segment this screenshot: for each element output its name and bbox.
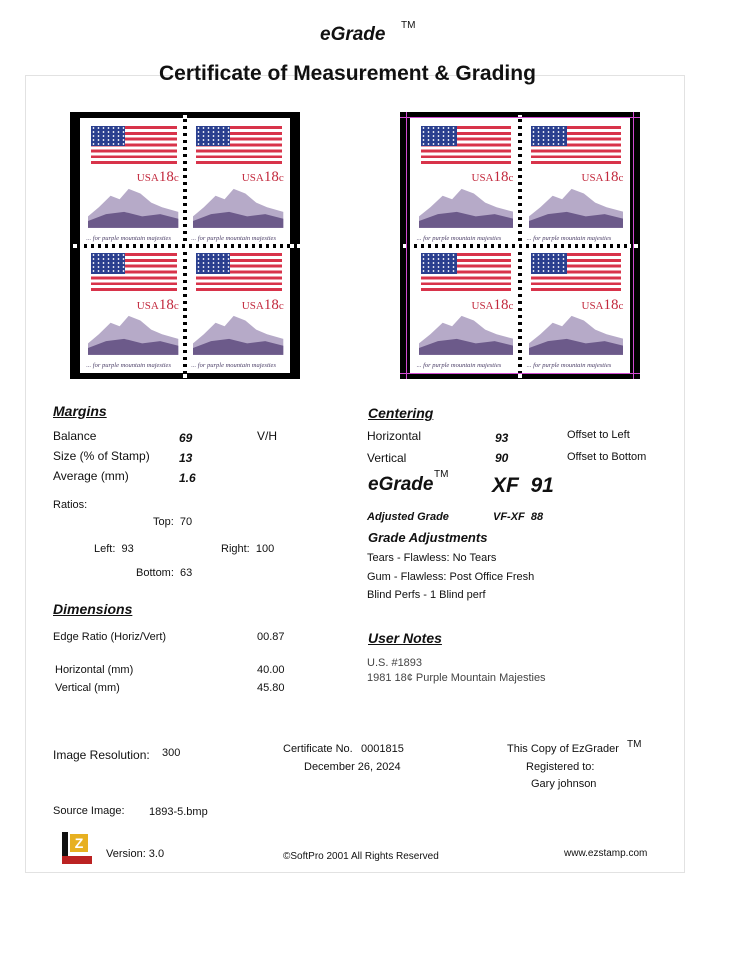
denomination-value: 18: [158, 296, 174, 313]
ratio-left: [94, 543, 134, 555]
stamp: [520, 118, 630, 246]
mountain-art: [193, 309, 283, 355]
balance-label: Balance: [53, 429, 97, 443]
dimensions-heading: Dimensions: [53, 601, 133, 617]
measured-stamp-image: [400, 112, 640, 379]
user-note-line: U.S. #1893: [367, 657, 423, 669]
mountain-art: [529, 182, 624, 228]
denomination-value: 18: [603, 296, 619, 313]
flag-art: [531, 126, 621, 164]
user-notes-heading: User Notes: [368, 630, 442, 646]
flag-canton: [421, 253, 457, 274]
flag-art: [421, 253, 511, 291]
measurement-guide-line: [406, 112, 407, 379]
perforation-horizontal: [400, 244, 640, 248]
registered-name: Gary johnson: [531, 778, 597, 790]
copyright: ©SoftPro 2001 All Rights Reserved: [283, 851, 439, 862]
centering-vertical-note: Offset to Bottom: [567, 451, 647, 463]
version: Version: 3.0: [106, 848, 165, 860]
denomination-value: 18: [158, 169, 174, 185]
denomination-cent: c: [508, 172, 514, 184]
stamp-caption: ... for purple mountain majesties: [526, 362, 612, 370]
flag-canton: [196, 253, 230, 274]
mountain-art: [88, 309, 178, 355]
source-image-label: Source Image:: [53, 805, 125, 817]
denomination-value: 18: [603, 169, 619, 185]
egrade-value: XF 91: [492, 474, 554, 497]
stamp-caption: ... for purple mountain majesties: [526, 234, 612, 242]
ratios-label: Ratios:: [53, 499, 88, 511]
adjusted-grade-value: VF-XF 88: [493, 511, 544, 523]
stamp: [185, 246, 290, 374]
ratio-top-value: 70: [179, 516, 193, 528]
edge-ratio-value: 00.87: [257, 631, 285, 643]
denomination-cent: c: [173, 299, 179, 312]
margins-heading: Margins: [53, 403, 107, 419]
adjustment-item: Blind Perfs - 1 Blind perf: [367, 589, 486, 601]
stamp: [80, 118, 185, 246]
stamp-caption: ... for purple mountain majesties: [86, 362, 171, 370]
brand-title: eGrade: [320, 24, 386, 45]
ratio-right-label: Right:: [221, 543, 250, 555]
perforation-horizontal: [70, 244, 300, 248]
stamp: [185, 118, 290, 246]
denomination-cent: c: [618, 172, 624, 184]
stamp-caption: ... for purple mountain majesties: [191, 362, 276, 370]
ratio-right-value: 100: [255, 543, 275, 555]
denomination-prefix: USA: [241, 172, 264, 184]
flag-canton: [531, 253, 567, 274]
edge-ratio-label: Edge Ratio (Horiz/Vert): [53, 631, 167, 643]
centering-horizontal-note: Offset to Left: [567, 429, 630, 441]
certificate-date: December 26, 2024: [304, 761, 401, 773]
copy-trademark: TM: [627, 739, 642, 750]
website-link[interactable]: www.ezstamp.com: [564, 848, 648, 859]
vertical-mm-label: Vertical (mm): [55, 682, 120, 694]
ezgrader-logo: Z: [62, 832, 92, 864]
stamp-caption: ... for purple mountain majesties: [416, 234, 502, 242]
source-image-value: 1893-5.bmp: [149, 806, 208, 818]
average-value: 1.6: [179, 471, 196, 485]
stamp-caption: ... for purple mountain majesties: [86, 234, 171, 242]
stamp: [520, 246, 630, 374]
flag-art: [91, 126, 177, 164]
ratio-right: [221, 543, 274, 555]
trademark: TM: [401, 20, 416, 31]
denomination-cent: c: [618, 299, 624, 312]
user-note-line: 1981 18¢ Purple Mountain Majesties: [367, 672, 546, 684]
flag-art: [421, 126, 511, 164]
flag-art: [91, 253, 177, 291]
denomination-value: 18: [263, 296, 279, 313]
egrade-trademark: TM: [434, 469, 449, 480]
horizontal-mm-label: Horizontal (mm): [55, 664, 134, 676]
flag-art: [196, 253, 282, 291]
centering-horizontal-label: Horizontal: [367, 429, 422, 443]
resolution-label: Image Resolution:: [53, 748, 150, 762]
flag-canton: [421, 126, 457, 147]
denomination-prefix: USA: [581, 299, 604, 312]
egrade-label: eGrade: [368, 474, 434, 495]
denomination-prefix: USA: [471, 172, 494, 184]
source-stamp-image: [70, 112, 300, 379]
adjusted-grade-label: Adjusted Grade: [367, 511, 449, 523]
flag-art: [531, 253, 621, 291]
measurement-guide-line: [400, 117, 640, 118]
flag-canton: [531, 126, 567, 147]
measurement-guide-line: [400, 373, 640, 374]
denomination-value: 18: [263, 169, 279, 185]
denomination-cent: c: [508, 299, 514, 312]
copy-label: This Copy of EzGrader: [507, 743, 619, 755]
denomination-prefix: USA: [241, 299, 264, 312]
denomination-prefix: USA: [136, 172, 159, 184]
centering-heading: Centering: [368, 405, 434, 421]
certificate-label: Certificate No.: [283, 743, 353, 755]
certificate-number: 0001815: [361, 743, 404, 755]
denomination-value: 18: [493, 169, 509, 185]
flag-canton: [91, 126, 125, 147]
average-label: Average (mm): [53, 469, 129, 483]
stamp-caption: ... for purple mountain majesties: [416, 362, 502, 370]
stamp: [80, 246, 185, 374]
centering-horizontal-value: 93: [495, 431, 509, 445]
centering-vertical-label: Vertical: [367, 451, 407, 465]
ratio-left-value: 93: [121, 543, 134, 555]
denomination-value: 18: [493, 296, 509, 313]
balance-value: 69: [179, 431, 193, 445]
ratio-bottom: [136, 567, 192, 579]
ratio-bottom-value: 63: [180, 567, 193, 579]
flag-canton: [91, 253, 125, 274]
mountain-art: [419, 182, 514, 228]
ratio-top-label: Top:: [153, 516, 174, 528]
centering-vertical-value: 90: [495, 451, 509, 465]
balance-unit: V/H: [257, 429, 278, 443]
mountain-art: [193, 182, 283, 228]
grade-adjustments-heading: Grade Adjustments: [368, 530, 488, 545]
denomination-prefix: USA: [136, 299, 159, 312]
denomination-prefix: USA: [581, 172, 604, 184]
flag-canton: [196, 126, 230, 147]
stamp: [410, 246, 520, 374]
denomination-cent: c: [278, 299, 284, 312]
page-title: Certificate of Measurement & Grading: [159, 62, 536, 85]
mountain-art: [419, 309, 514, 355]
resolution-value: 300: [162, 747, 181, 759]
ratio-top: [153, 516, 192, 528]
measurement-guide-line: [633, 112, 634, 379]
ratio-bottom-label: Bottom:: [136, 567, 174, 579]
stamp: [410, 118, 520, 246]
mountain-art: [529, 309, 624, 355]
vertical-mm-value: 45.80: [257, 682, 285, 694]
mountain-art: [88, 182, 178, 228]
flag-art: [196, 126, 282, 164]
registered-label: Registered to:: [526, 761, 595, 773]
adjustment-item: Gum - Flawless: Post Office Fresh: [367, 571, 535, 583]
denomination-cent: c: [173, 172, 179, 184]
size-value: 13: [179, 451, 193, 465]
size-label: Size (% of Stamp): [53, 449, 150, 463]
denomination-prefix: USA: [471, 299, 494, 312]
adjustment-item: Tears - Flawless: No Tears: [367, 552, 497, 564]
ratio-left-label: Left:: [94, 543, 116, 555]
horizontal-mm-value: 40.00: [257, 664, 285, 676]
denomination-cent: c: [278, 172, 284, 184]
stamp-caption: ... for purple mountain majesties: [191, 234, 276, 242]
